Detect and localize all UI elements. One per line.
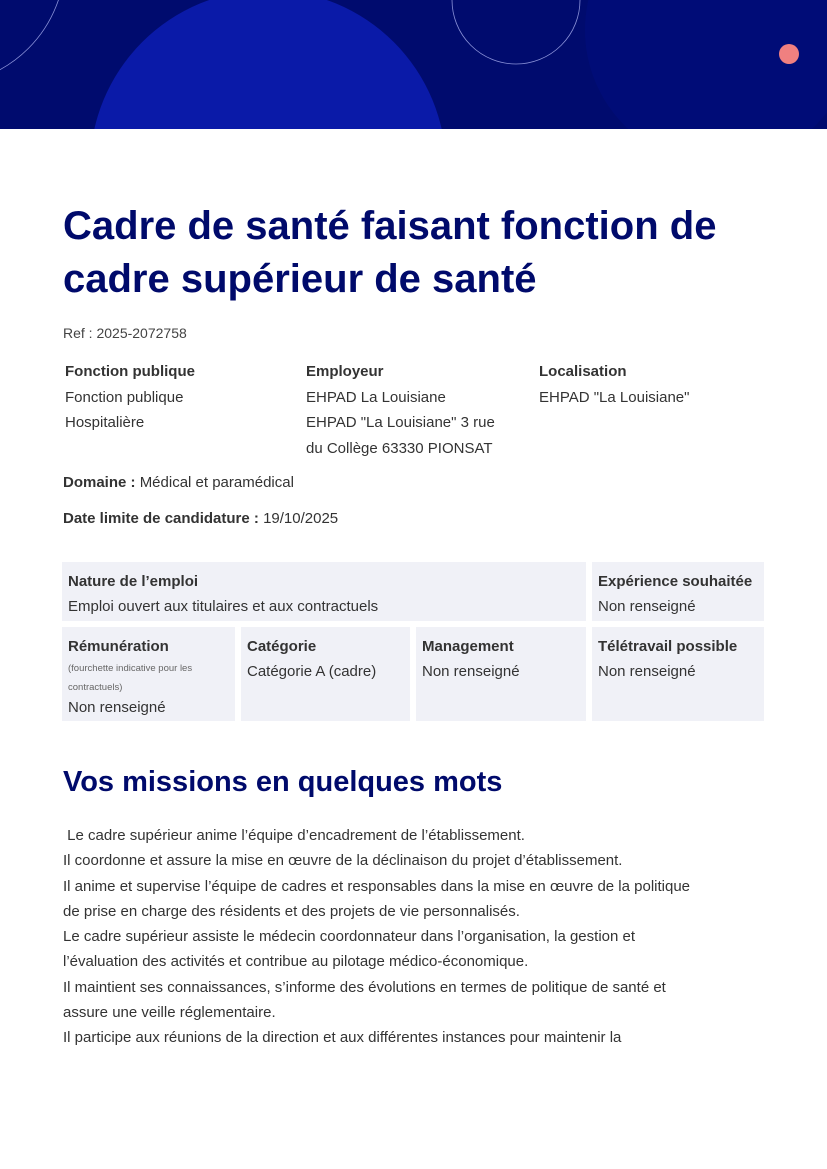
meta-fonction-publique: [65, 359, 290, 436]
meta-value: du Collège 63330 PIONSAT: [306, 439, 493, 457]
reference-number: Ref : 2025-2072758: [63, 325, 187, 341]
missions-line: de prise en charge des résidents et des projets de vie personnalisés.: [63, 902, 520, 920]
missions-line: Il participe aux réunions de la direction et aux différentes instances pour maintenir la: [63, 1029, 622, 1047]
missions-heading: Vos missions en quelques mots: [63, 766, 503, 798]
meta-value: Hospitalière: [65, 414, 145, 431]
missions-text: [63, 823, 763, 1051]
meta-localisation: [539, 359, 764, 410]
card-label: Rémunération: [68, 638, 169, 655]
missions-line: Il anime et supervise l’équipe de cadres et responsables dans la mise en œuvre de la politique: [63, 877, 691, 895]
card-label: Télétravail possible: [598, 638, 738, 655]
missions-line: l’évaluation des activités et contribue au pilotage médico-économique.: [63, 953, 529, 971]
missions-line: Il maintient ses connaissances, s’informe des évolutions en termes de politique de santé et: [63, 978, 666, 996]
date-limite-label: Date limite de candidature :: [63, 510, 259, 527]
card-value: Emploi ouvert aux titulaires et aux contractuels: [68, 598, 379, 615]
card-experience: [592, 562, 764, 621]
card-teletravail: [592, 627, 764, 721]
card-value: Non renseigné: [68, 699, 166, 716]
meta-value: EHPAD "La Louisiane" 3 rue: [306, 414, 495, 431]
meta-value: Fonction publique: [65, 388, 184, 406]
card-value: Catégorie A (cadre): [247, 663, 377, 680]
card-management: [416, 627, 586, 721]
card-value: Non renseigné: [598, 663, 696, 680]
domaine-line: [63, 474, 294, 491]
card-value: Non renseigné: [422, 663, 520, 680]
card-categorie: [241, 627, 410, 721]
page-title: [63, 200, 763, 306]
meta-employeur: [306, 359, 531, 461]
domaine-label: Domaine :: [63, 474, 136, 491]
accent-dot: [779, 44, 799, 64]
domaine-value: Médical et paramédical: [139, 474, 294, 491]
card-label: Catégorie: [247, 638, 317, 655]
card-note-line: contractuels): [68, 682, 123, 693]
card-label: Management: [422, 638, 514, 655]
meta-label: Fonction publique: [65, 363, 195, 380]
missions-line: Il coordonne et assure la mise en œuvre de la déclinaison du projet d’établissement.: [63, 852, 623, 870]
card-note-line: (fourchette indicative pour les: [68, 663, 193, 674]
missions-line: Le cadre supérieur anime l’équipe d’encadrement de l’établissement.: [63, 827, 525, 844]
meta-label: Localisation: [539, 363, 627, 380]
meta-value: EHPAD La Louisiane: [306, 388, 446, 406]
date-limite-value: 19/10/2025: [263, 510, 339, 527]
card-nature-emploi: [62, 562, 586, 621]
card-remuneration: [62, 627, 235, 721]
card-label: Nature de l’emploi: [68, 573, 199, 590]
card-label: Expérience souhaitée: [598, 573, 753, 590]
meta-value: EHPAD "La Louisiane": [539, 388, 690, 406]
card-value: Non renseigné: [598, 598, 696, 615]
title-line: cadre supérieur de santé: [63, 257, 537, 301]
date-limite-line: [63, 510, 338, 527]
missions-line: assure une veille réglementaire.: [63, 1004, 276, 1022]
card-note: [68, 659, 229, 697]
header-banner: [0, 0, 827, 129]
title-line: Cadre de santé faisant fonction de: [63, 204, 717, 248]
banner-decoration: [0, 0, 827, 129]
meta-label: Employeur: [306, 363, 384, 380]
missions-line: Le cadre supérieur assiste le médecin coordonnateur dans l’organisation, la gestion et: [63, 928, 636, 946]
